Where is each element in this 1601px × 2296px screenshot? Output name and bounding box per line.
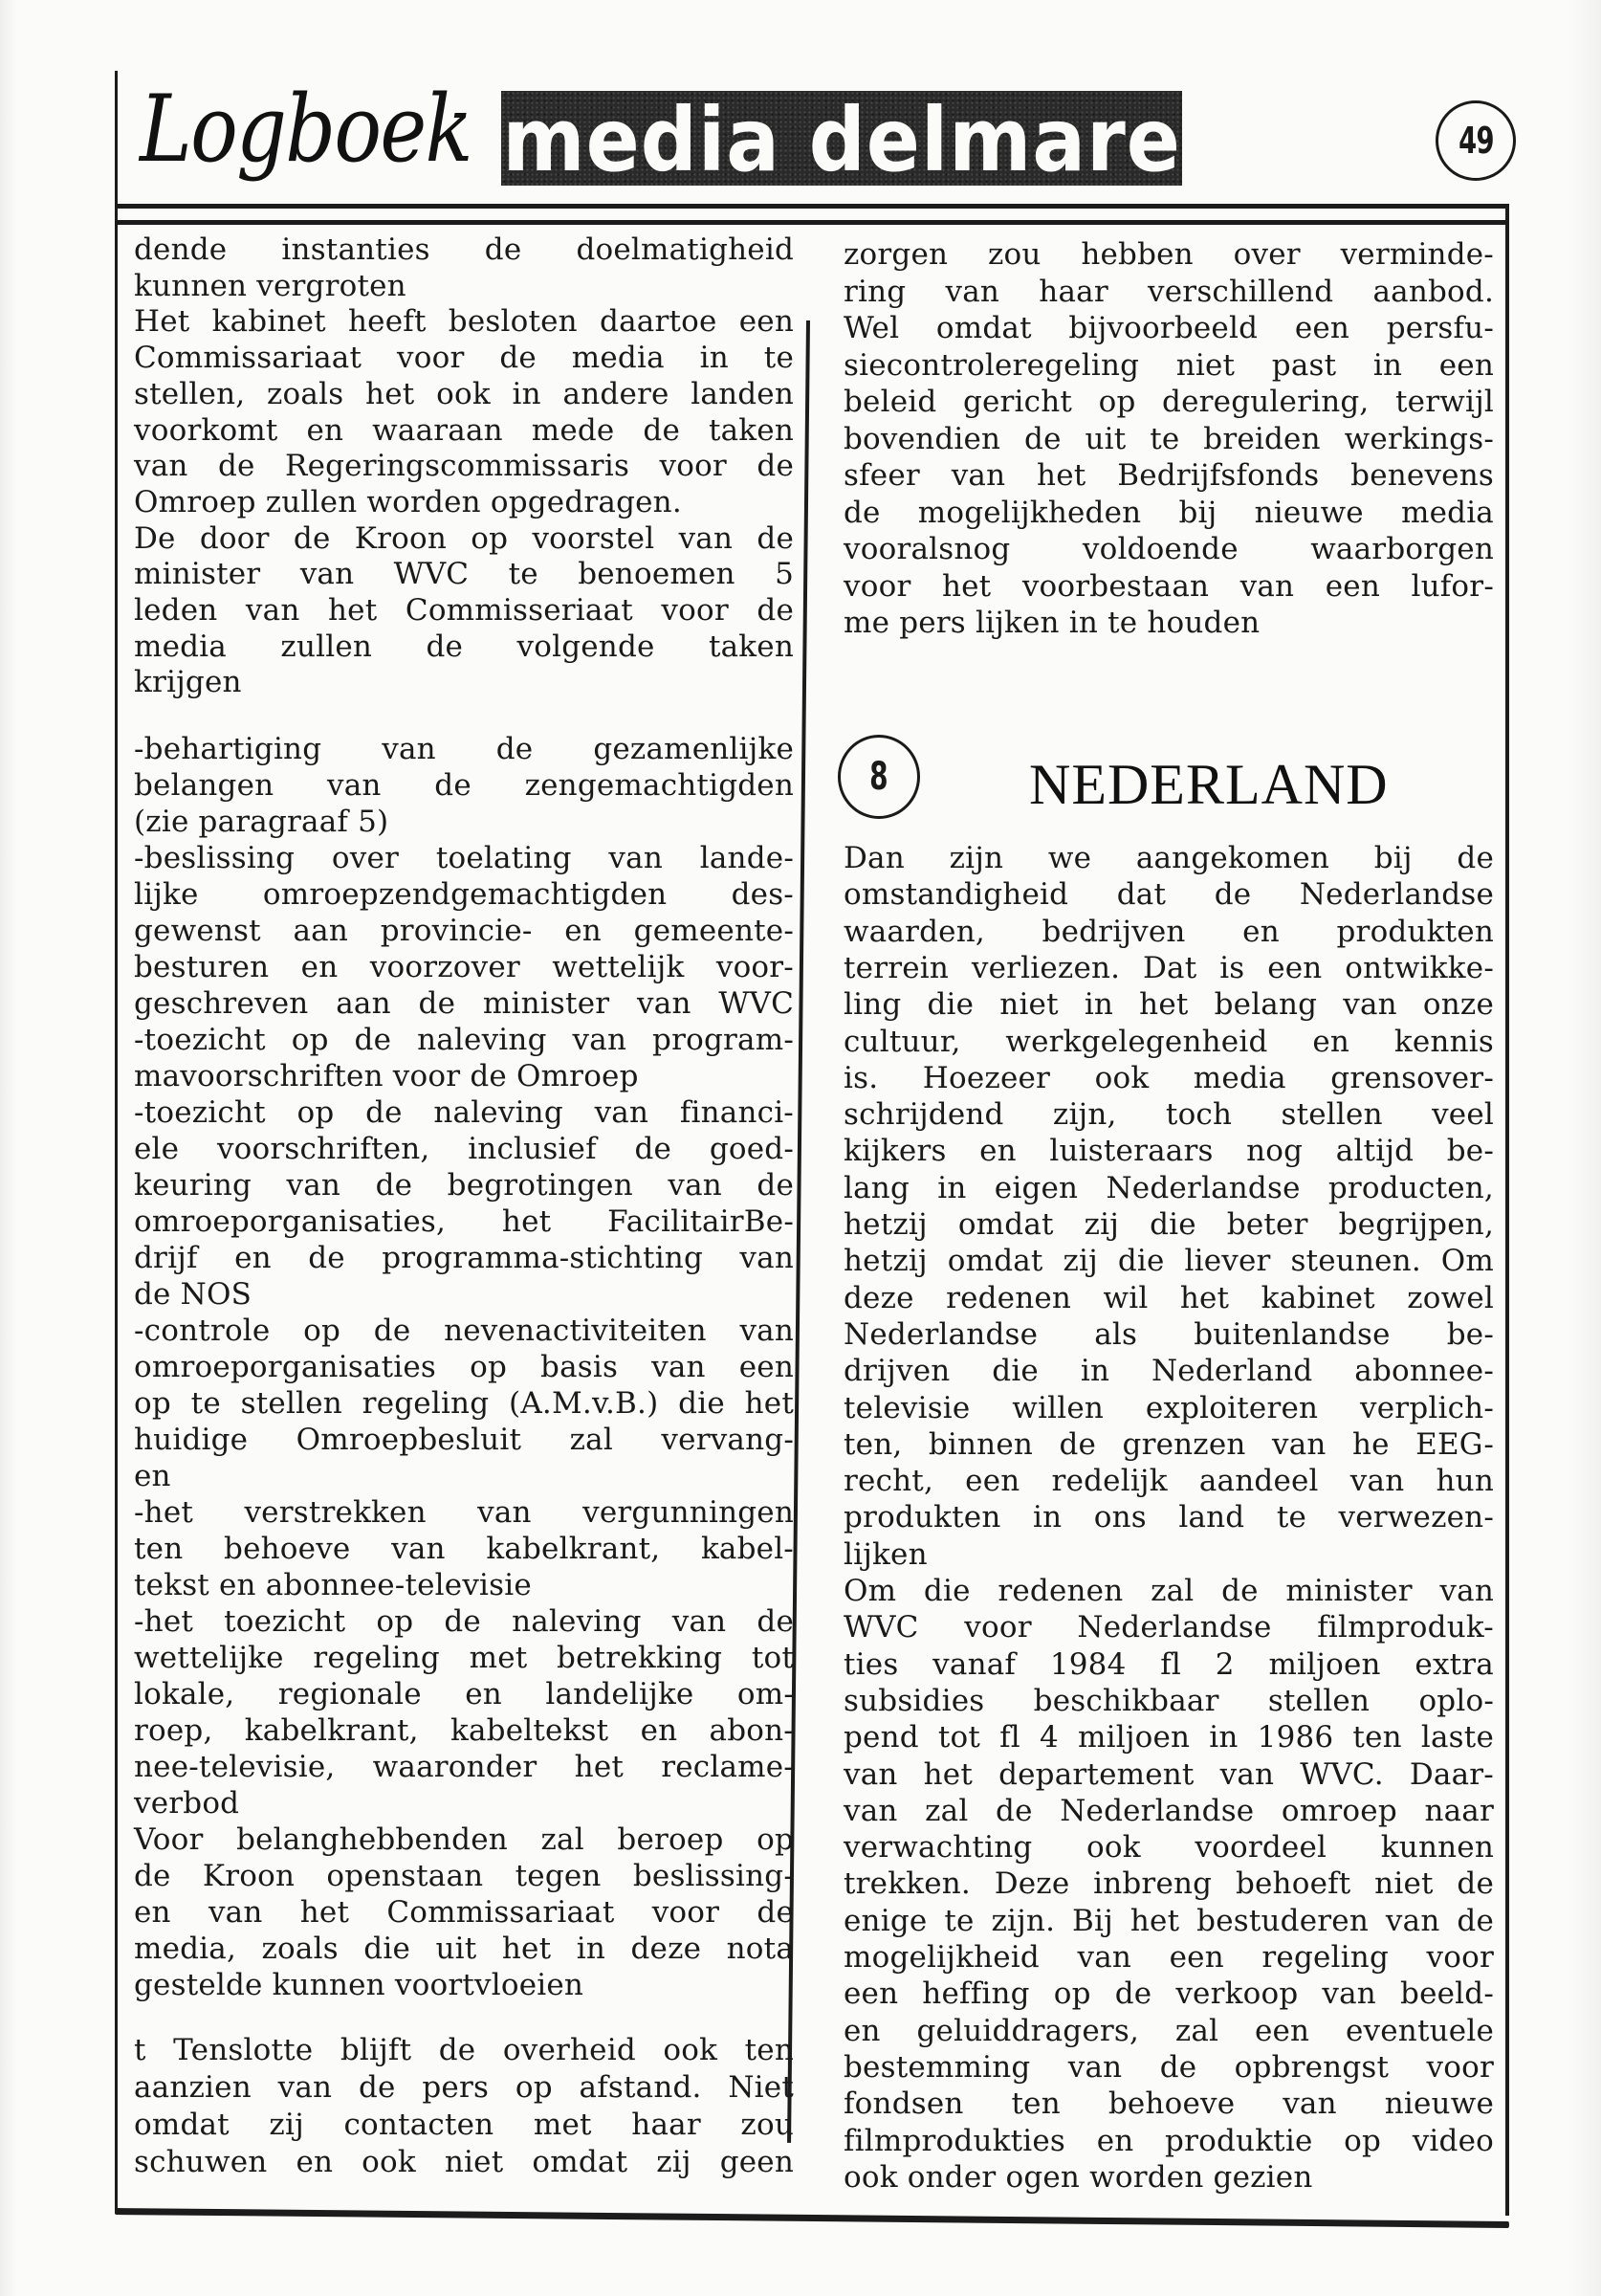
text-line: en <box>134 1459 171 1493</box>
text-line: en van het Commissariaat voor de <box>134 1895 794 1930</box>
text-line: -behartiging van de gezamenlijke <box>134 732 794 766</box>
text-line: -toezicht op de naleving van program- <box>134 1023 794 1057</box>
text-line: ele voorschriften, inclusief de goed- <box>134 1132 794 1166</box>
text-line: verbod <box>134 1786 240 1821</box>
text-line: trekken. Deze inbreng behoeft niet de <box>844 1866 1494 1901</box>
text-line: roep, kabelkrant, kabeltekst en abon- <box>134 1713 794 1748</box>
text-line: -het toezicht op de naleving van de <box>134 1604 794 1639</box>
text-line: WVC voor Nederlandse filmproduk- <box>844 1610 1494 1645</box>
text-line: voor het voorbestaan van een lufor- <box>844 569 1494 604</box>
text-line: pend tot fl 4 miljoen in 1986 ten laste <box>844 1720 1494 1755</box>
text-line: Het kabinet heeft besloten daartoe een <box>134 304 794 339</box>
text-line: ook onder ogen worden gezien <box>844 2160 1313 2195</box>
text-line: bovendien de uit te breiden werkings- <box>844 422 1494 456</box>
text-line: bestemming van de opbrengst voor <box>844 2050 1494 2085</box>
text-line: media zullen de volgende taken <box>134 629 794 664</box>
text-line: van de Regeringscommissaris voor de <box>134 449 794 483</box>
text-line: filmprodukties en produktie op video <box>844 2124 1494 2158</box>
text-line: Commissariaat voor de media in te <box>134 341 794 375</box>
text-line: de Kroon openstaan tegen beslissing- <box>134 1859 794 1893</box>
text-line: voorkomt en waaraan mede de taken <box>134 413 794 448</box>
text-line: media, zoals die uit het in deze nota <box>134 1932 794 1966</box>
text-line: deze redenen wil het kabinet zowel <box>844 1281 1494 1315</box>
header-rule-top <box>115 204 1509 209</box>
text-line: recht, een redelijk aandeel van hun <box>844 1464 1494 1498</box>
text-line: (zie paragraaf 5) <box>134 805 389 839</box>
text-line: siecontroleregeling niet past in een <box>844 348 1494 383</box>
text-line: -toezicht op de naleving van financi- <box>134 1095 794 1130</box>
text-line: gewenst aan provincie- en gemeente- <box>134 914 794 948</box>
text-line: -beslissing over toelating van lande- <box>134 841 794 875</box>
text-line: mavoorschriften voor de Omroep <box>134 1059 639 1093</box>
text-line: van zal de Nederlandse omroep naar <box>844 1794 1494 1828</box>
text-line: de NOS <box>134 1277 252 1312</box>
text-line: ten behoeve van kabelkrant, kabel- <box>134 1532 794 1566</box>
page-number-badge <box>1436 100 1516 181</box>
text-line: omroeporganisaties op basis van een <box>134 1350 794 1384</box>
text-line: Omroep zullen worden opgedragen. <box>134 485 682 519</box>
text-line: dende instanties de doelmatigheid <box>134 232 794 267</box>
text-line: ring van haar verschillend aanbod. <box>844 275 1494 309</box>
text-line: gestelde kunnen voortvloeien <box>134 1968 584 2002</box>
text-line: een heffing op de verkoop van beeld- <box>844 1976 1494 2011</box>
header-rule-bottom <box>115 220 1509 225</box>
text-line: De door de Kroon op voorstel van de <box>134 521 794 556</box>
text-line: huidige Omroepbesluit zal vervang- <box>134 1423 794 1457</box>
text-line: stellen, zoals het ook in andere landen <box>134 377 794 411</box>
brand-name: media delmare <box>502 88 1181 191</box>
text-line: me pers lijken in te houden <box>844 606 1261 640</box>
text-line: minister van WVC te benoemen 5 <box>134 557 794 591</box>
section-title: NEDERLAND <box>1029 753 1389 816</box>
text-line: Voor belanghebbenden zal beroep op <box>134 1822 794 1857</box>
text-line: Om die redenen zal de minister van <box>844 1574 1494 1608</box>
section-number-badge <box>838 735 920 819</box>
text-line: omroeporganisaties, het FacilitairBe- <box>134 1204 794 1239</box>
text-line: schuwen en ook niet omdat zij geen <box>134 2145 794 2179</box>
text-line: op te stellen regeling (A.M.v.B.) die het <box>134 1386 794 1421</box>
text-line: nee-televisie, waaronder het reclame- <box>134 1750 794 1784</box>
logbook-title: Logboek <box>140 76 472 183</box>
text-line: tekst en abonnee-televisie <box>134 1568 532 1602</box>
text-line: omstandigheid dat de Nederlandse <box>844 877 1494 912</box>
text-line: terrein verliezen. Dat is een ontwikke- <box>844 951 1494 985</box>
brand-banner <box>501 88 1182 191</box>
text-line: keuring van de begrotingen van de <box>134 1168 794 1203</box>
text-line: ling die niet in het belang van onze <box>844 987 1494 1022</box>
text-line: verwachting ook voordeel kunnen <box>844 1830 1494 1865</box>
text-line: -controle op de nevenactiviteiten van <box>134 1314 794 1348</box>
text-line: belangen van de zengemachtigden <box>134 768 794 803</box>
frame-right-border <box>1505 205 1509 2216</box>
text-line: drijf en de programma-stichting van <box>134 1241 794 1275</box>
text-line: lijke omroepzendgemachtigden des- <box>134 877 794 912</box>
text-line: Nederlandse als buitenlandse be- <box>844 1317 1494 1352</box>
text-line: schrijdend zijn, toch stellen veel <box>844 1097 1494 1132</box>
text-line: wettelijke regeling met betrekking tot <box>134 1641 794 1675</box>
text-line: aanzien van de pers op afstand. Niet <box>134 2070 794 2105</box>
text-line: ties vanaf 1984 fl 2 miljoen extra <box>844 1647 1494 1682</box>
page-number: 49 <box>1458 120 1494 162</box>
text-line: hetzij omdat zij die beter begrijpen, <box>844 1207 1494 1242</box>
text-line: besturen en voorzover wettelijk voor- <box>134 950 794 984</box>
text-line: cultuur, werkgelegenheid en kennis <box>844 1025 1494 1059</box>
text-line: lang in eigen Nederlandse producten, <box>844 1171 1494 1205</box>
text-line: Dan zijn we aangekomen bij de <box>844 841 1494 875</box>
text-line: waarden, bedrijven en produkten <box>844 915 1494 949</box>
text-line: sfeer van het Bedrijfsfonds benevens <box>844 458 1494 493</box>
text-line: geschreven aan de minister van WVC <box>134 986 794 1021</box>
text-line: beleid gericht op deregulering, terwijl <box>844 385 1494 419</box>
text-line: is. Hoezeer ook media grensover- <box>844 1061 1494 1095</box>
text-line: enige te zijn. Bij het bestuderen van de <box>844 1904 1494 1938</box>
text-line: zorgen zou hebben over verminde- <box>844 237 1494 272</box>
text-line: subsidies beschikbaar stellen oplo- <box>844 1684 1494 1718</box>
text-line: produkten in ons land te verwezen- <box>844 1500 1494 1534</box>
text-line: krijgen <box>134 665 242 699</box>
text-line: van het departement van WVC. Daar- <box>844 1757 1494 1792</box>
text-line: drijven die in Nederland abonnee- <box>844 1354 1494 1388</box>
text-line: -het verstrekken van vergunningen <box>134 1495 794 1530</box>
text-line: leden van het Commisseriaat voor de <box>134 593 794 628</box>
text-line: fondsen ten behoeve van nieuwe <box>844 2086 1494 2121</box>
text-line: ten, binnen de grenzen van he EEG- <box>844 1427 1494 1462</box>
text-line: de mogelijkheden bij nieuwe media <box>844 496 1494 530</box>
frame-left-border <box>115 71 118 2214</box>
text-line: kunnen vergroten <box>134 269 406 303</box>
text-line: lijken <box>844 1537 928 1572</box>
text-line: kijkers en luisteraars nog altijd be- <box>844 1134 1494 1168</box>
text-line: t Tenslotte blijft de overheid ook ten <box>134 2033 794 2067</box>
section-number: 8 <box>869 755 888 799</box>
text-line: hetzij omdat zij die liever steunen. Om <box>844 1244 1494 1278</box>
text-line: omdat zij contacten met haar zou <box>134 2108 794 2142</box>
text-line: lokale, regionale en landelijke om- <box>134 1677 794 1711</box>
text-line: vooralsnog voldoende waarborgen <box>844 532 1494 566</box>
text-line: Wel omdat bijvoorbeeld een persfu- <box>844 311 1494 345</box>
text-line: televisie willen exploiteren verplich- <box>844 1391 1494 1425</box>
text-line: en geluiddragers, zal een eventuele <box>844 2014 1494 2048</box>
text-line: mogelijkheid van een regeling voor <box>844 1940 1494 1975</box>
